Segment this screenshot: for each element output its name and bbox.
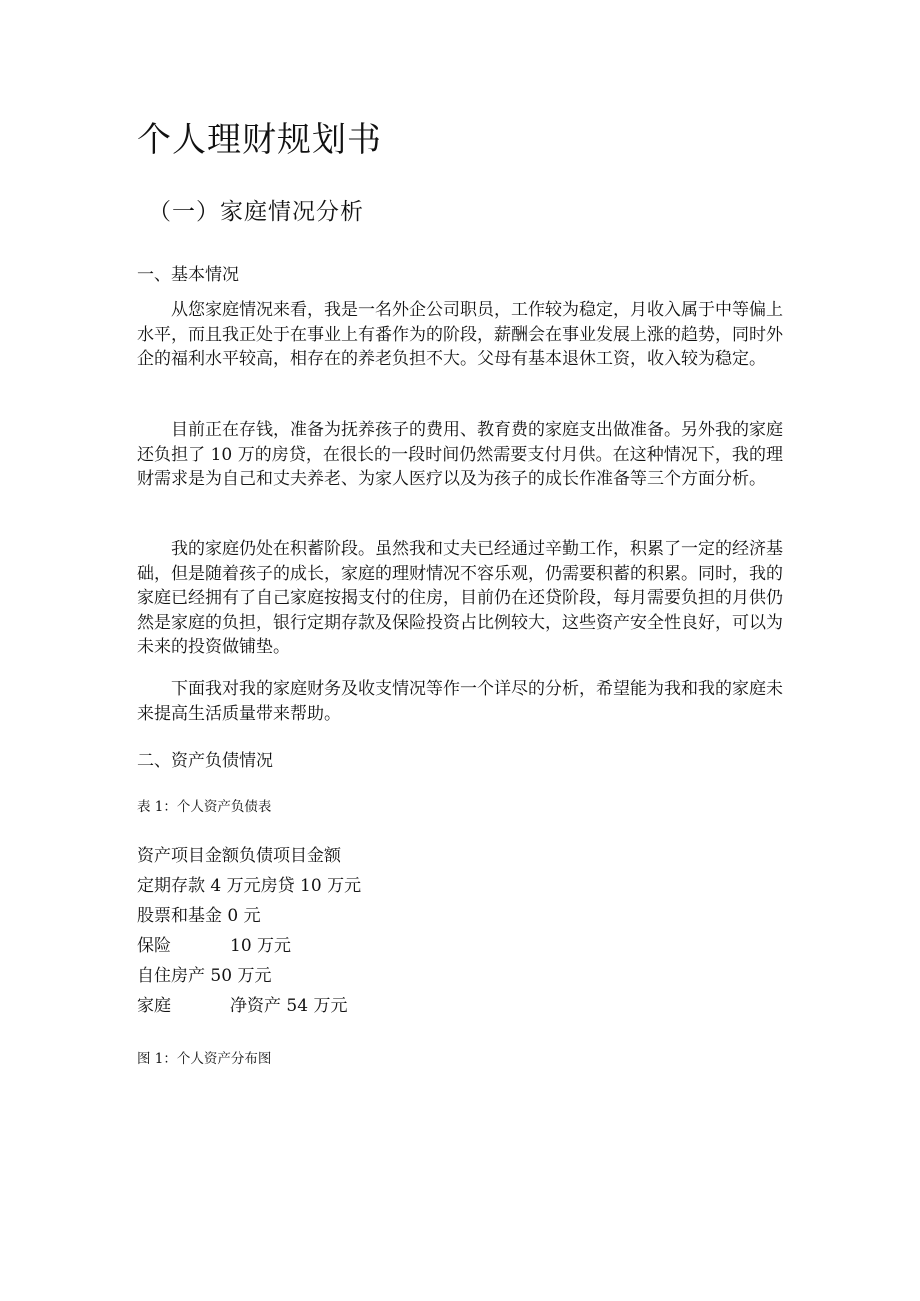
table-cell: 10 万元 <box>230 936 292 956</box>
balance-sheet-table <box>137 841 361 1021</box>
paragraph-3: 我的家庭仍处在积蓄阶段。虽然我和丈夫已经通过辛勤工作，积累了一定的经济基础，但是随着孩子的成长，家庭的理财情况不容乐观，仍需要积蓄的积累。同时，我的家庭已经拥有了自己家庭按揭支付的住房，目前仍在还贷阶段，每月需要负担的月供仍然是家庭的负担，银行定期存款及保险投资占比例较大，这些资产安全性良好，可以为未来的投资做铺垫。 <box>137 539 783 657</box>
paragraph-1: 从您家庭情况来看，我是一名外企公司职员，工作较为稳定，月收入属于中等偏上水平，而且我正处于在事业上有番作为的阶段，薪酬会在事业发展上涨的趋势，同时外企的福利水平较高，相存在的养老负担不大。父母有基本退休工资，收入较为稳定。 <box>137 300 783 369</box>
section2-heading: 二、资产负债情况 <box>137 751 273 771</box>
table-row <box>137 841 361 871</box>
table-row <box>137 991 361 1021</box>
document-title: 个人理财规划书 <box>137 120 382 160</box>
table-cell: 家庭 <box>137 996 171 1016</box>
table-caption: 表 1：个人资产负债表 <box>137 799 272 815</box>
table-cell: 股票和基金 0 元 <box>137 906 261 926</box>
table-cell: 资产项目金额负债项目金额 <box>137 846 341 866</box>
paragraph-2: 目前正在存钱，准备为抚养孩子的费用、教育费的家庭支出做准备。另外我的家庭还负担了 10 万的房贷，在很长的一段时间仍然需要支付月供。在这种情况下，我的理财需求是为自己和丈夫养老、为家人医疗以及为孩子的成长作准备等三个方面分析。 <box>137 420 783 489</box>
table-cell: 保险 <box>137 936 171 956</box>
section1-heading: 一、基本情况 <box>137 265 239 285</box>
table-cell: 定期存款 4 万元房贷 10 万元 <box>137 876 362 896</box>
table-row <box>137 961 361 991</box>
paragraph-4: 下面我对我的家庭财务及收支情况等作一个详尽的分析，希望能为我和我的家庭未来提高生活质量带来帮助。 <box>137 679 783 724</box>
table-row <box>137 871 361 901</box>
section-subtitle: （一）家庭情况分析 <box>148 199 364 225</box>
table-cell: 净资产 54 万元 <box>230 996 348 1016</box>
table-row <box>137 931 361 961</box>
figure-caption: 图 1：个人资产分布图 <box>137 1051 272 1067</box>
table-row <box>137 901 361 931</box>
table-cell: 自住房产 50 万元 <box>137 966 272 986</box>
